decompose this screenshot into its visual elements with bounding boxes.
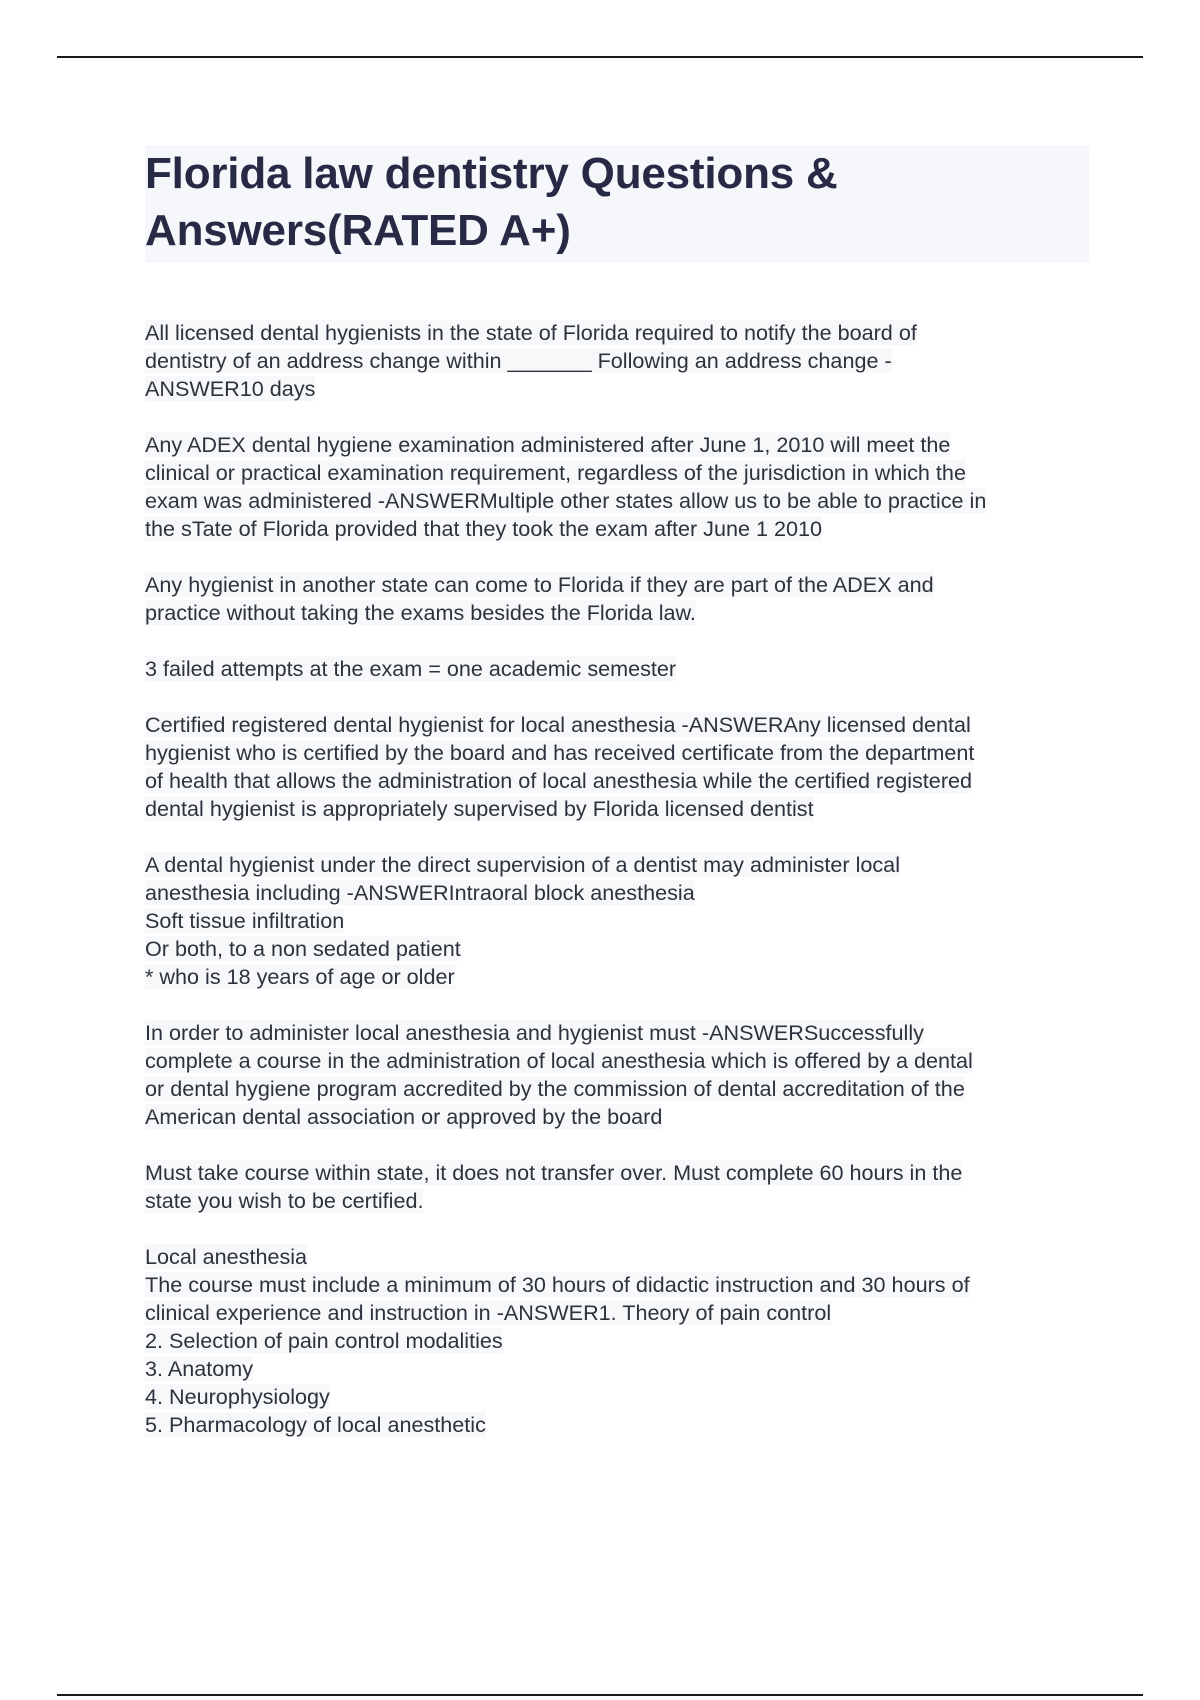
qa-entry — [145, 1159, 1089, 1215]
qa-text-line — [145, 487, 1089, 515]
qa-text: exam was administered -ANSWERMultiple other states allow us to be able to practice in — [145, 488, 987, 513]
document-body — [145, 145, 1089, 1467]
qa-text: Any hygienist in another state can come to Florida if they are part of the ADEX and — [145, 572, 934, 597]
qa-text: complete a course in the administration of local anesthesia which is offered by a dental — [145, 1048, 973, 1073]
qa-text-line — [145, 963, 1089, 991]
qa-text-line — [145, 1271, 1089, 1299]
qa-text-line — [145, 1047, 1089, 1075]
qa-text: the sTate of Florida provided that they took the exam after June 1 2010 — [145, 516, 823, 541]
qa-text: Or both, to a non sedated patient — [145, 936, 461, 961]
title-line: Florida law dentistry Questions & — [145, 149, 838, 198]
qa-entry — [145, 431, 1089, 543]
qa-text-line — [145, 347, 1089, 375]
qa-text: 3. Anatomy — [145, 1356, 254, 1381]
qa-entry — [145, 851, 1089, 991]
bottom-rule — [57, 1694, 1143, 1696]
qa-text: 4. Neurophysiology — [145, 1384, 330, 1409]
qa-text: dental hygienist is appropriately supervised by Florida licensed dentist — [145, 796, 814, 821]
qa-text-line — [145, 1327, 1089, 1355]
qa-text: dentistry of an address change within _______ Following an address change - — [145, 348, 892, 373]
qa-text: clinical experience and instruction in -ANSWER1. Theory of pain control — [145, 1300, 832, 1325]
qa-text: American dental association or approved by the board — [145, 1104, 663, 1129]
qa-text-line — [145, 599, 1089, 627]
document-title — [145, 145, 1089, 259]
qa-text-line — [145, 459, 1089, 487]
qa-text-line — [145, 1103, 1089, 1131]
qa-text: of health that allows the administration of local anesthesia while the certified registered — [145, 768, 973, 793]
qa-text: hygienist who is certified by the board and has received certificate from the department — [145, 740, 975, 765]
qa-text: Soft tissue infiltration — [145, 908, 345, 933]
qa-text-line — [145, 1299, 1089, 1327]
qa-entry — [145, 711, 1089, 823]
qa-text-line — [145, 571, 1089, 599]
qa-text: 5. Pharmacology of local anesthetic — [145, 1412, 486, 1437]
qa-text: or dental hygiene program accredited by the commission of dental accreditation of the — [145, 1076, 965, 1101]
qa-text-line — [145, 907, 1089, 935]
qa-entry — [145, 655, 1089, 683]
qa-text: practice without taking the exams besides the Florida law. — [145, 600, 696, 625]
qa-text-line — [145, 1355, 1089, 1383]
qa-text: 3 failed attempts at the exam = one academic semester — [145, 656, 677, 681]
qa-text-line — [145, 851, 1089, 879]
title-line: Answers(RATED A+) — [145, 206, 571, 255]
qa-text-line — [145, 879, 1089, 907]
qa-entry — [145, 1243, 1089, 1439]
title-block — [145, 145, 1089, 263]
qa-text-line — [145, 935, 1089, 963]
qa-text: The course must include a minimum of 30 hours of didactic instruction and 30 hours of — [145, 1272, 970, 1297]
qa-text-line — [145, 795, 1089, 823]
qa-text-line — [145, 375, 1089, 403]
qa-text: * who is 18 years of age or older — [145, 964, 455, 989]
qa-text: All licensed dental hygienists in the state of Florida required to notify the board of — [145, 320, 917, 345]
qa-text-line — [145, 1075, 1089, 1103]
qa-text: anesthesia including -ANSWERIntraoral block anesthesia — [145, 880, 695, 905]
qa-text-line — [145, 1411, 1089, 1439]
qa-list — [145, 319, 1089, 1439]
qa-text-line — [145, 1159, 1089, 1187]
qa-text: clinical or practical examination requirement, regardless of the jurisdiction in which the — [145, 460, 966, 485]
qa-entry — [145, 319, 1089, 403]
qa-text-line — [145, 711, 1089, 739]
qa-text-line — [145, 431, 1089, 459]
qa-text-line — [145, 1243, 1089, 1271]
qa-text: Certified registered dental hygienist for local anesthesia -ANSWERAny licensed dental — [145, 712, 971, 737]
qa-text: In order to administer local anesthesia and hygienist must -ANSWERSuccessfully — [145, 1020, 924, 1045]
qa-text-line — [145, 1383, 1089, 1411]
qa-text: A dental hygienist under the direct supervision of a dentist may administer local — [145, 852, 900, 877]
qa-entry — [145, 571, 1089, 627]
qa-text-line — [145, 767, 1089, 795]
qa-text-line — [145, 739, 1089, 767]
qa-text: 2. Selection of pain control modalities — [145, 1328, 503, 1353]
qa-text-line — [145, 1187, 1089, 1215]
qa-text-line — [145, 655, 1089, 683]
qa-entry — [145, 1019, 1089, 1131]
qa-text-line — [145, 319, 1089, 347]
qa-text-line — [145, 1019, 1089, 1047]
qa-text: state you wish to be certified. — [145, 1188, 424, 1213]
qa-text-line — [145, 515, 1089, 543]
qa-text: Local anesthesia — [145, 1244, 308, 1269]
qa-text: ANSWER10 days — [145, 376, 316, 401]
qa-text: Must take course within state, it does not transfer over. Must complete 60 hours in the — [145, 1160, 963, 1185]
top-rule — [57, 56, 1143, 58]
qa-text: Any ADEX dental hygiene examination administered after June 1, 2010 will meet the — [145, 432, 951, 457]
